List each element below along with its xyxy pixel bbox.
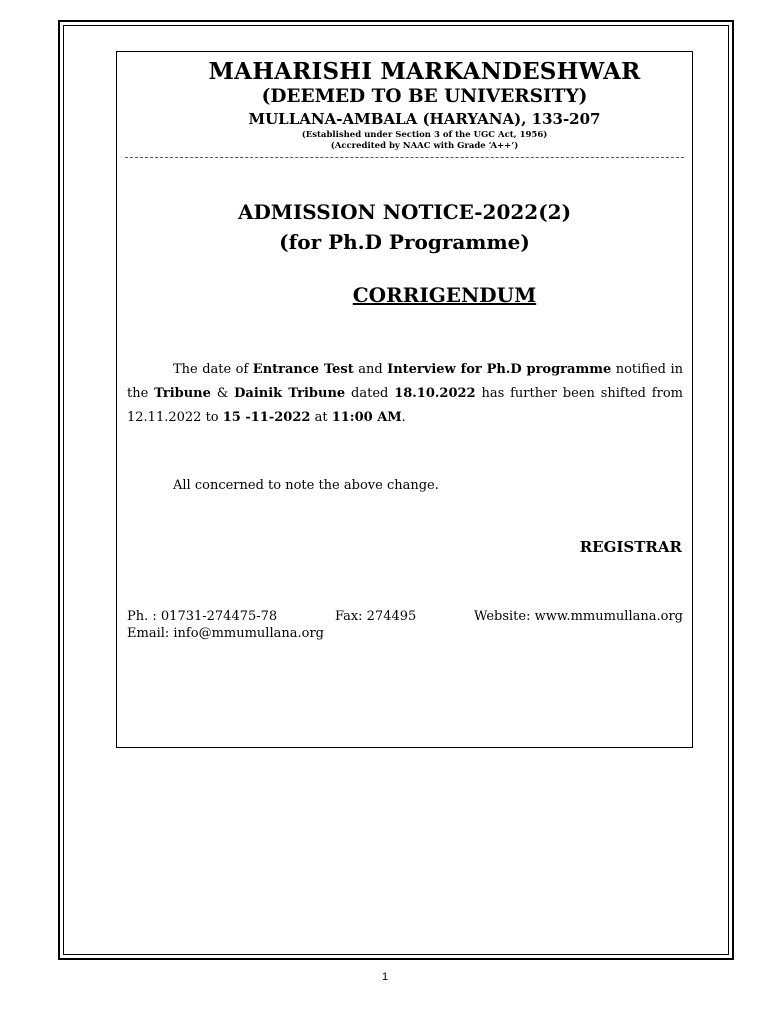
email-text: Email: info@mmumullana.org (127, 626, 324, 641)
text-segment: and (353, 362, 388, 377)
registrar-signature: REGISTRAR (579, 538, 682, 556)
corrigendum-heading: CORRIGENDUM (352, 283, 537, 307)
contact-line (127, 609, 683, 624)
tribune-text: Tribune (154, 386, 211, 401)
text-segment: The date of (173, 362, 253, 377)
text-segment: at (310, 410, 332, 425)
text-segment: has further been shifted from 12.11.2022 to (127, 386, 683, 425)
accreditation-note: (Accredited by NAAC with Grade ‘A++’) (330, 141, 519, 151)
entrance-test-text: Entrance Test (252, 362, 354, 377)
text-segment: . (401, 410, 406, 425)
phone-text: Ph. : 01731-274475-78 (127, 609, 278, 624)
notice-box (116, 51, 693, 748)
page-number: 1 (381, 971, 389, 983)
text-segment: & (210, 386, 235, 401)
interview-text: Interview for Ph.D programme (387, 362, 612, 377)
notice-title: ADMISSION NOTICE-2022(2) (237, 200, 572, 224)
note-text: All concerned to note the above change. (173, 478, 439, 493)
new-date: 15 -11-2022 (222, 410, 311, 425)
university-name: MAHARISHI MARKANDESHWAR (208, 58, 641, 85)
corrigendum-paragraph (127, 358, 683, 430)
dainik-tribune-text: Dainik Tribune (234, 386, 346, 401)
fax-text: Fax: 274495 (334, 609, 417, 624)
university-deemed-status: (DEEMED TO BE UNIVERSITY) (261, 86, 588, 107)
university-address: MULLANA-AMBALA (HARYANA), 133-207 (248, 110, 601, 128)
established-note: (Established under Section 3 of the UGC Act, 1956) (301, 130, 548, 140)
notice-subtitle: (for Ph.D Programme) (279, 230, 530, 254)
header-divider (125, 157, 684, 158)
website-text: Website: www.mmumullana.org (474, 609, 683, 624)
text-segment: notified in the (127, 362, 683, 401)
text-segment: dated (345, 386, 395, 401)
new-time: 11:00 AM (331, 410, 402, 425)
notified-date: 18.10.2022 (394, 386, 476, 401)
